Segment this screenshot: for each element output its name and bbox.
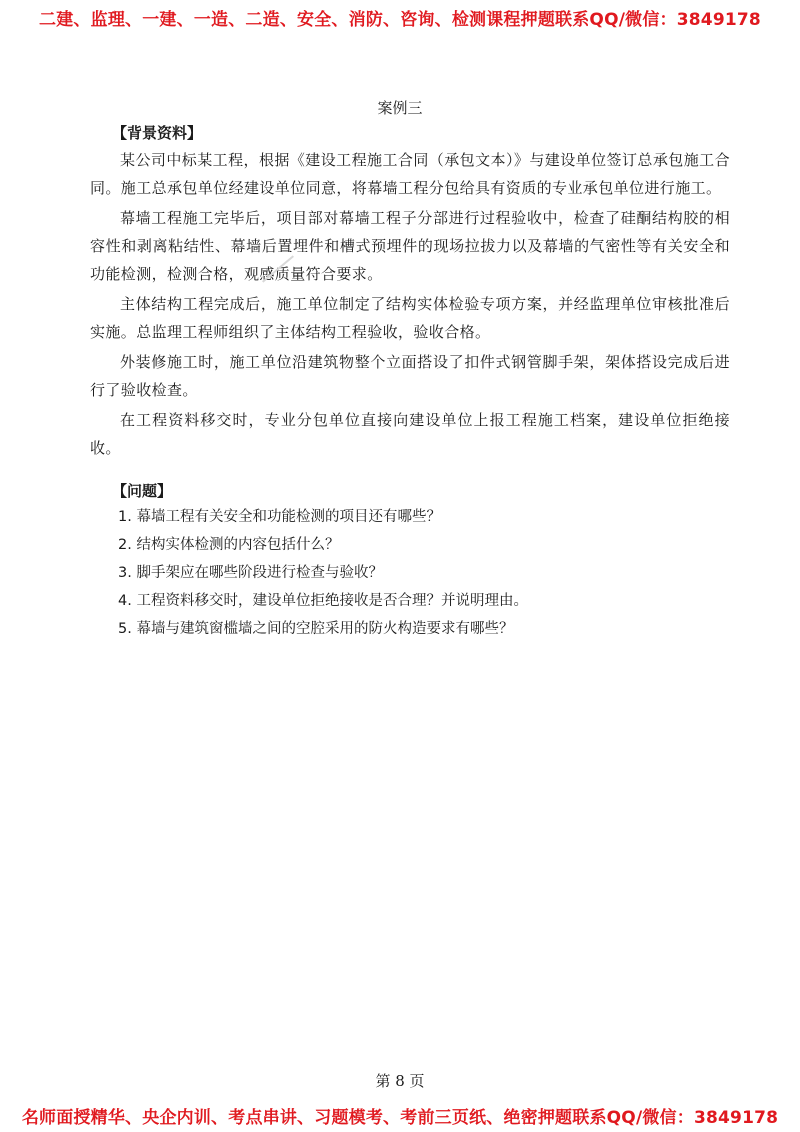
question-item: 5. 幕墙与建筑窗槛墙之间的空腔采用的防火构造要求有哪些？ [118,621,514,637]
background-paragraph: 主体结构工程完成后，施工单位制定了结构实体检验专项方案，并经监理单位审核批准后实施。总监理工程师组织了主体结构工程验收，验收合格。 [90,295,730,341]
background-paragraph: 幕墙工程施工完毕后，项目部对幕墙工程子分部进行过程验收中，检查了硅酮结构胶的相容性和剥离粘结性、幕墙后置埋件和槽式预埋件的现场拉拔力以及幕墙的气密性等有关安全和功能检测，检测合格，观感质量符合要求。 [90,209,730,283]
bottom-promo-banner: 名师面授精华、央企内训、考点串讲、习题模考、考前三页纸、绝密押题联系QQ/微信：3849178 [21,1108,779,1128]
case-title: 案例三 [377,99,423,117]
question-item: 2. 结构实体检测的内容包括什么？ [118,537,340,553]
background-paragraph: 在工程资料移交时，专业分包单位直接向建设单位上报工程施工档案，建设单位拒绝接收。 [90,411,730,457]
question-item: 3. 脚手架应在哪些阶段进行检查与验收？ [118,565,383,581]
page-number: 第 8 页 [375,1072,425,1090]
background-heading: 【背景资料】 [112,124,203,142]
question-item: 4. 工程资料移交时，建设单位拒绝接收是否合理？并说明理由。 [118,593,528,609]
background-paragraph: 外装修施工时，施工单位沿建筑物整个立面搭设了扣件式钢管脚手架，架体搭设完成后进行了验收检查。 [90,353,730,399]
questions-heading: 【问题】 [112,482,173,500]
top-promo-banner: 二建、监理、一建、一造、二造、安全、消防、咨询、检测课程押题联系QQ/微信：3849178 [39,10,761,30]
background-text [90,146,730,464]
background-paragraph: 某公司中标某工程，根据《建设工程施工合同（承包文本）》与建设单位签订总承包施工合同。施工总承包单位经建设单位同意，将幕墙工程分包给具有资质的专业承包单位进行施工。 [90,151,730,197]
question-item: 1. 幕墙工程有关安全和功能检测的项目还有哪些？ [118,509,441,525]
questions-list [118,503,718,643]
